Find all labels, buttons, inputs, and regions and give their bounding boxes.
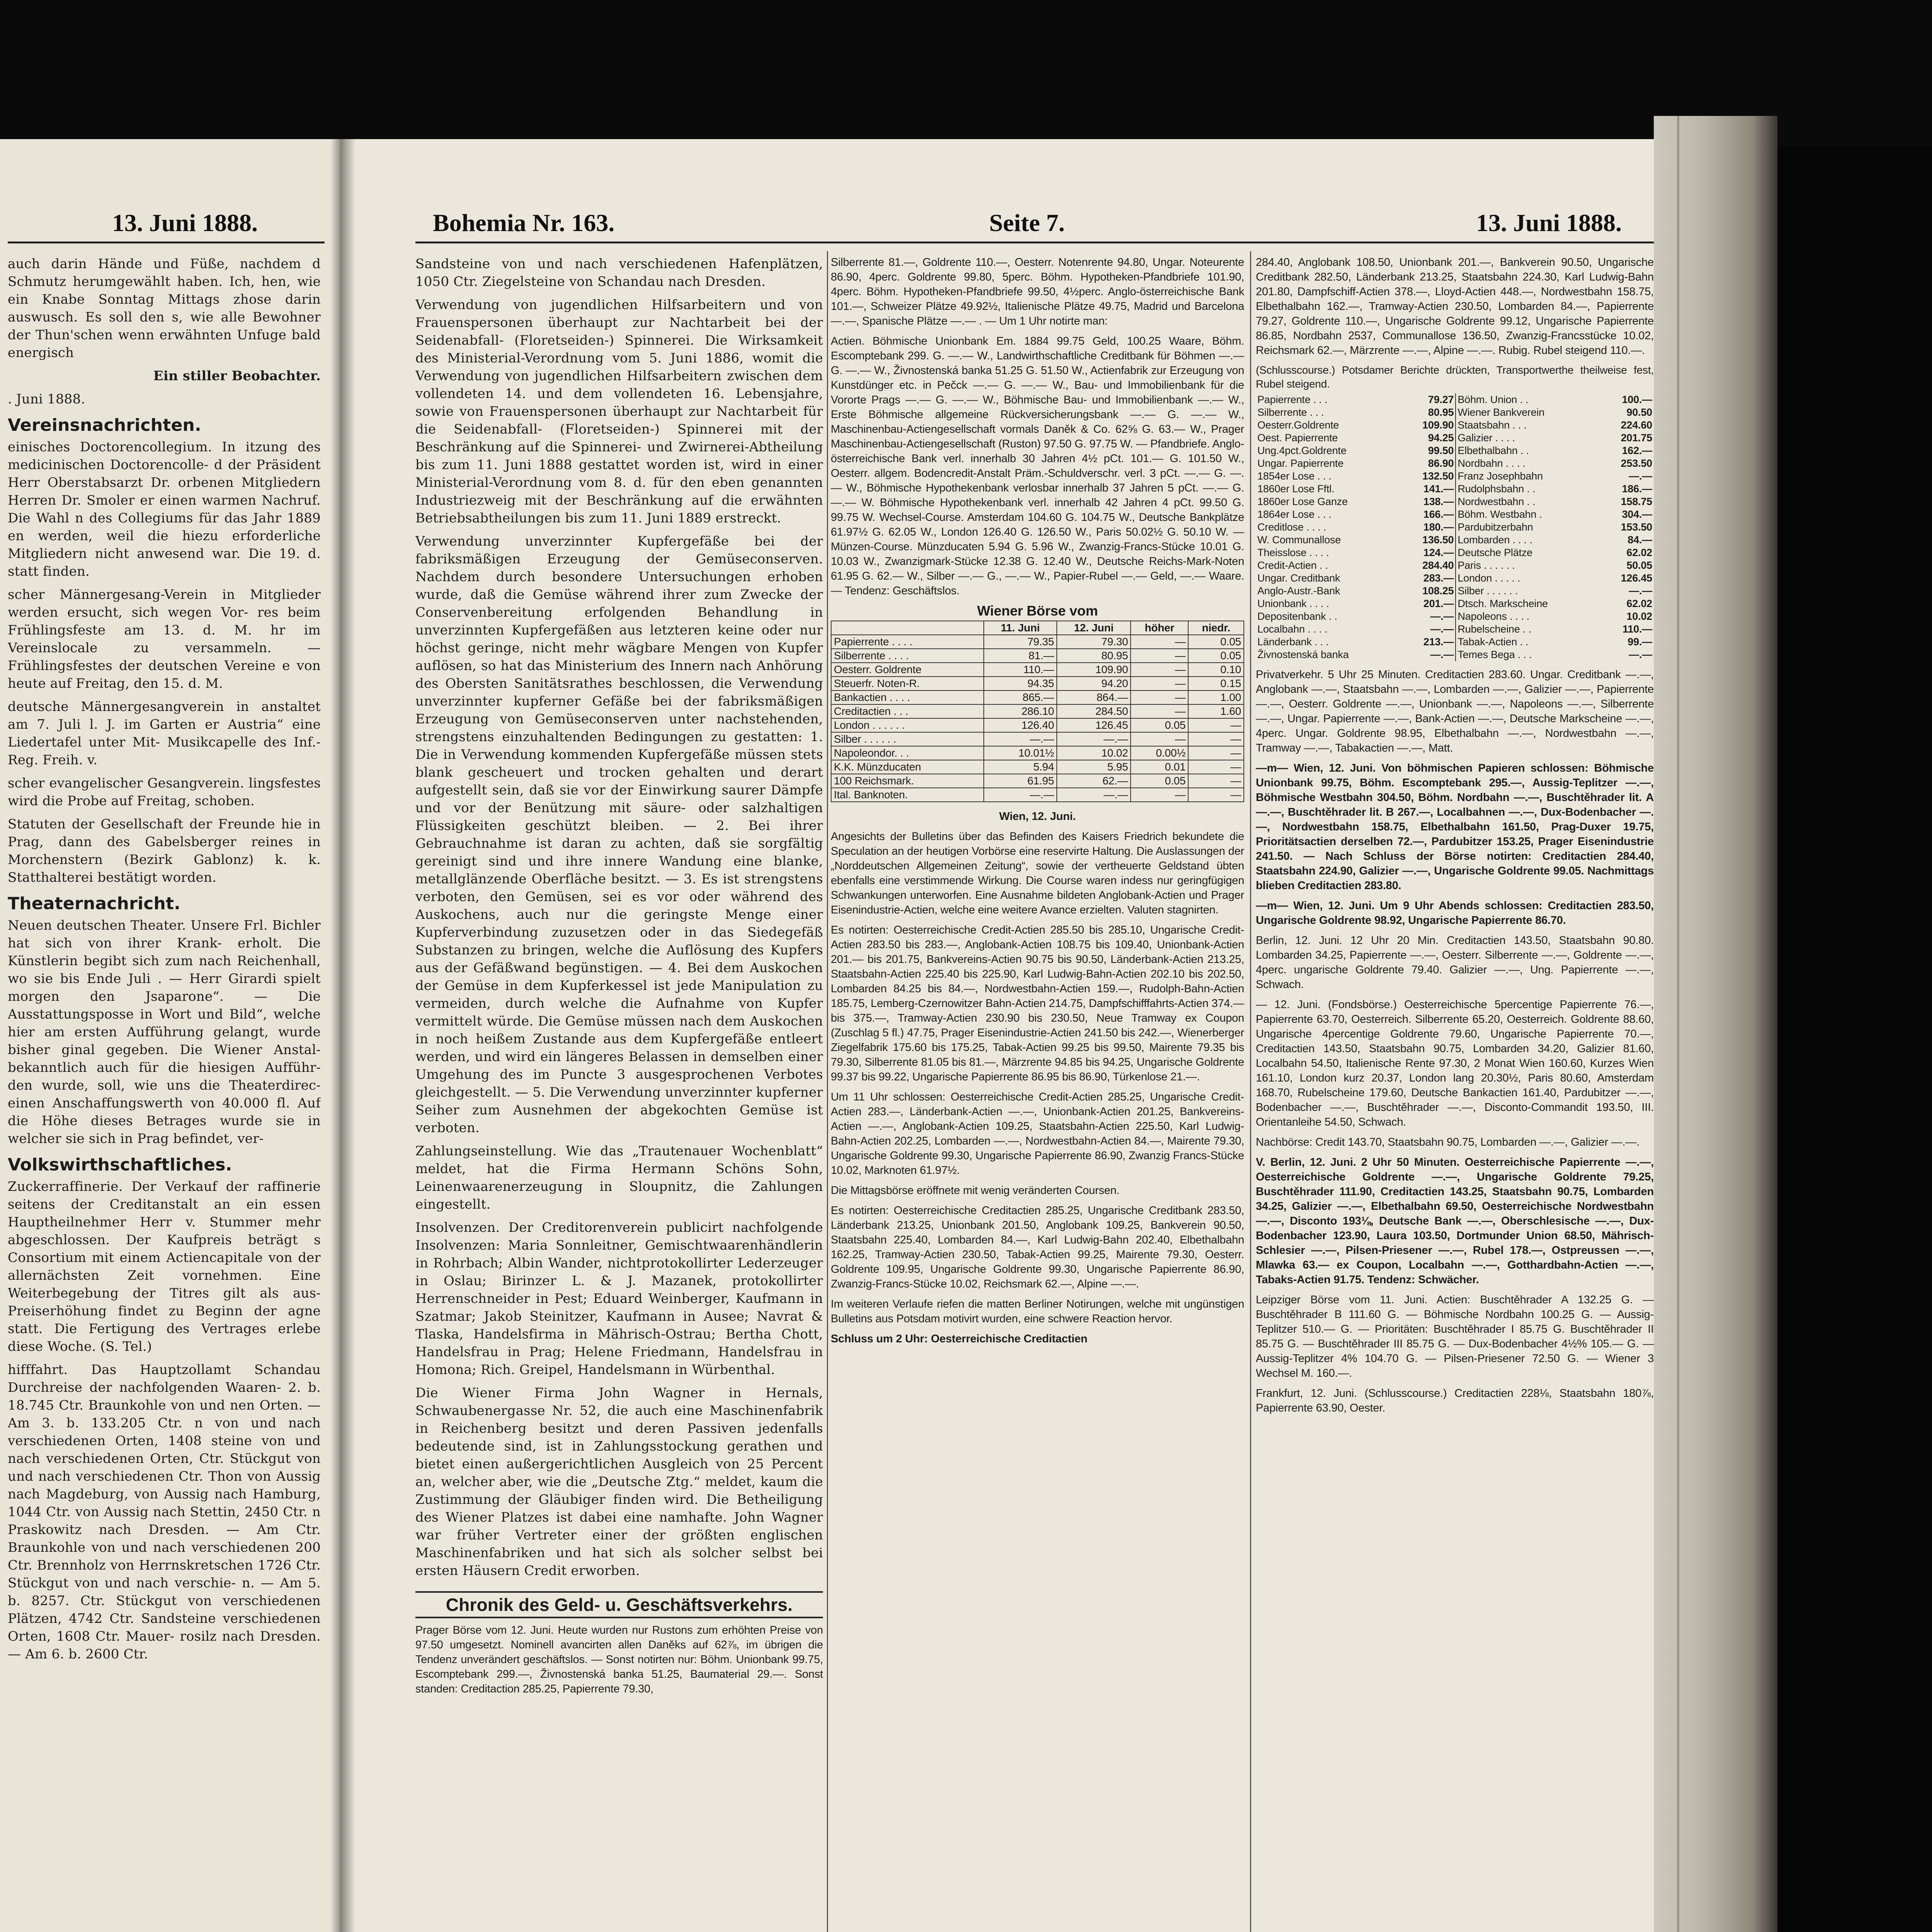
left-paragraph: scher evangelischer Gesangverein. lingsfestes wird die Probe auf Freitag, schoben. [8, 776, 321, 809]
column-header: höher [1131, 621, 1188, 635]
security-name-cell: 100 Reichsmark. [831, 774, 984, 788]
market-paragraph: —m— Wien, 12. Juni. Von böhmischen Papieren schlossen: Böhmische Unionbank 99.75, Böhm. Escomptebank 295.—, Aussig-Teplitzer —.—, Böhmische Westbahn 304.50, Böhm. Nordbahn —.—, Buschtěhrader lit. A —.—, Buschtěhrader lit. B 267.—, Localbahnen —.—, Dux-Bodenbacher —.—, Nordwestbahn 158.75, Elbethalbahn 161.50, Prag-Duxer 19.75, Prioritätsactien derselben 72.—, Pardubitzer 153.25, Prager Eisenindustrie 241.50. — Nach Schluss der Börse notirten: Creditactien 284.40, Staatsbahn 224.90, Galizier —.—, Ungarische Goldrente 99.05. Nachmittags blieben Creditactien 283.80. [1256, 762, 1654, 892]
table-row [1256, 419, 1654, 432]
left-paragraph: hifffahrt. Das Hauptzollamt Schandau Durchreise der nachfolgenden Waaren- 2. b. 18.745 Ctr. Braunkohle von und nen Orten. — Am 3. b. 133.205 Ctr. n von und nach verschiedenen Orten, 1408 steine von und nach verschiedenen Orten, Ctr. Stückgut von und nach verschiedenen Ctr. Thon von Aussig nach Magdeburg, von Aussig nach Hamburg, 1044 Ctr. von Aussig nach Stettin, 2450 Ctr. n Praskowitz nach Dresden. — Am Ctr. Braunkohle von und nach verschiedenen 200 Ctr. Brennholz von Herrnskretschen 1726 Ctr. Stückgut von und nach verschie- n. — Am 5. b. 8257. Ctr. Stückgut von verschiedenen Plätzen, 4742 Ctr. Sandsteine verschiedenen Orten, 1608 Ctr. Mauer- rosilz nach Dresden. — Am 6. b. 2600 Ctr. [8, 1362, 321, 1662]
value-cell: —.— [1057, 788, 1131, 802]
value-cell: 166.— [1423, 509, 1454, 520]
left-dateline: . Juni 1888. [8, 391, 85, 407]
market-paragraph: Schluss um 2 Uhr: Oesterreichische Creditactien [831, 1333, 1088, 1345]
security-name-cell: Napoleondor. . . [831, 746, 984, 760]
value-cell: 253.50 [1621, 457, 1652, 469]
value-cell: 162.— [1622, 445, 1652, 456]
value-cell: 0.01 [1131, 760, 1188, 774]
column-header: niedr. [1188, 621, 1244, 635]
security-name-cell: Deutsche Plätze [1456, 546, 1600, 559]
value-cell: 61.95 [984, 774, 1057, 788]
value-cell: 108.25 [1422, 585, 1454, 597]
page-gutter-shadow [340, 139, 355, 1932]
security-name-cell: Nordwestbahn . . [1456, 495, 1600, 508]
table-row [831, 649, 1244, 663]
value-cell: 201.— [1423, 598, 1454, 609]
security-name-cell: London . . . . . [1456, 572, 1600, 585]
value-cell: 110.— [1622, 623, 1652, 635]
market-paragraph: —m— Wien, 12. Juni. Um 9 Uhr Abends schlossen: Creditactien 283.50, Ungarische Goldrente 98.92, Ungarische Papierrente 86.70. [1256, 900, 1654, 927]
left-page-column [8, 255, 321, 1932]
security-name-cell: Nordbahn . . . . [1456, 457, 1600, 470]
column-2 [831, 255, 1244, 1932]
page-stack-edge [1654, 116, 1777, 1932]
security-name-cell: Silber . . . . . . [831, 732, 984, 746]
security-name-cell: Wiener Bankverein [1456, 406, 1600, 419]
table-row [1256, 559, 1654, 572]
value-cell: —.— [1430, 623, 1454, 635]
table-row [831, 635, 1244, 649]
wiener-boerse-title: Wiener Börse vom [977, 603, 1098, 619]
value-cell: 213.— [1423, 636, 1454, 648]
value-cell: 94.25 [1428, 432, 1454, 444]
market-paragraph: Berlin, 12. Juni. 12 Uhr 20 Min. Creditactien 143.50, Staatsbahn 90.80. Lombarden 34.25, Papierrente —.—, Oesterr. Silberrente —.—, Goldrente —.—, 4perc. ungarische Goldrente 79.40. Galizier —.—, Ung. Papierrente —.—, Schwach. [1256, 934, 1654, 991]
value-cell: 110.— [984, 663, 1057, 677]
value-cell: 126.45 [1621, 572, 1652, 584]
left-paragraph: auch darin Hände und Füße, nachdem d Schmutz herumgewählt haben. Ich, hen, wie ein Knabe Sonntag Mittags zhose darin auswusch. Es soll den s, wie alle Bewohner der Thun'schen wenn erwähnten Unfuge bald energisch [8, 256, 321, 361]
market-paragraph: Silberrente 81.—, Goldrente 110.—, Oesterr. Notenrente 94.80, Ungar. Noteurente 86.90, 4perc. Goldrente 99.80, 5perc. Böhm. Hypotheken-Pfandbriefe 101.90, 4perc. Böhm. Hypotheken-Pfandbriefe 99.50, 4½perc. Anglo-österreichische Bank 101.—, Schweizer Plätze 49.92½, Italienische Plätze 49.75, Madrid und Barcelona —.—, Spanische Plätze —.— . — Um 1 Uhr notirte man: [831, 256, 1244, 327]
value-cell: 100.— [1622, 394, 1652, 405]
value-cell: — [1188, 746, 1244, 760]
table-row [1256, 406, 1654, 419]
value-cell: 153.50 [1621, 521, 1652, 533]
table-row [831, 677, 1244, 690]
market-paragraph: Frankfurt, 12. Juni. (Schlusscourse.) Creditactien 228⅛, Staatsbahn 180⅞, Papierrente 63.90, Oester. [1256, 1387, 1654, 1414]
table-row [1256, 470, 1654, 483]
security-name-cell: Napoleons . . . . [1456, 610, 1600, 623]
value-cell: 5.94 [984, 760, 1057, 774]
security-name-cell: K.K. Münzducaten [831, 760, 984, 774]
value-cell: 62.02 [1626, 547, 1652, 558]
value-cell: — [1131, 704, 1188, 718]
left-signature: Ein stiller Beobachter. [153, 368, 321, 384]
value-cell: — [1188, 760, 1244, 774]
value-cell: 109.90 [1422, 419, 1454, 431]
value-cell: 79.27 [1428, 394, 1454, 405]
value-cell: — [1131, 649, 1188, 663]
security-name-cell: Pardubitzerbahn [1456, 521, 1600, 534]
value-cell: 865.— [984, 690, 1057, 704]
left-header-rule [8, 242, 325, 243]
left-paragraph: einisches Doctorencollegium. In itzung des medicinischen Doctorencolle- d der Präsident Herr Oberstabsarzt Dr. orbenen Mitgliedern Herren Dr. Smoler er einen warmen Nachruf. Die Wahl n des Collegiums für das Jahr 1889 en werden, weil die hiezu erforderliche Mitgliedern nicht anwesend war. Die 19. d. statt finden. [8, 439, 321, 579]
value-cell: 283.— [1423, 572, 1454, 584]
security-name-cell: Länderbank . . . [1257, 636, 1329, 648]
schlusscourse-rows [1256, 393, 1654, 661]
schlusscourse-table [1256, 393, 1654, 661]
value-cell: 186.— [1622, 483, 1652, 495]
value-cell: 10.02 [1057, 746, 1131, 760]
security-name-cell: Franz Josephbahn [1456, 470, 1600, 483]
value-cell: 50.05 [1626, 560, 1652, 571]
value-cell: 1.60 [1188, 704, 1244, 718]
table-row [1256, 572, 1654, 585]
security-name-cell: Dtsch. Markscheine [1456, 597, 1600, 610]
table-row [1256, 495, 1654, 508]
value-cell: 284.50 [1057, 704, 1131, 718]
security-name-cell: Galizier . . . . [1456, 432, 1600, 444]
security-name-cell: Ital. Banknoten. [831, 788, 984, 802]
value-cell: 0.05 [1188, 649, 1244, 663]
market-paragraph: Um 11 Uhr schlossen: Oesterreichische Credit-Actien 285.25, Ungarische Credit-Actien 283.—, Länderbank-Actien —.—, Unionbank-Actien 201.25, Bankvereins-Actien —.—, Anglobank-Actien 109.25, Staatsbahn-Actien 225.50, Karl Ludwig-Bahn-Actien 202.25, Lombarden —.—, Nordwestbahn-Actien 84.—, Mairente 79.30, Ungarische Goldrente 99.30, Ungarische Papierrente 86.90, Zwanzig Francs-Stücke 10.02, Marknoten 61.97½. [831, 1091, 1244, 1177]
value-cell: — [1131, 690, 1188, 704]
dateline: Wien, 12. Juni. [999, 810, 1076, 823]
value-cell: 304.— [1622, 509, 1652, 520]
value-cell: — [1131, 788, 1188, 802]
value-cell: 0.05 [1131, 718, 1188, 732]
market-paragraph: Die Mittagsbörse eröffnete mit wenig veränderten Coursen. [831, 1184, 1120, 1197]
security-name-cell: Papierrente . . . . [831, 635, 984, 649]
value-cell: — [1188, 788, 1244, 802]
security-name-cell: Rudolphsbahn . . [1456, 483, 1600, 495]
table-row [831, 788, 1244, 802]
column-header: 12. Juni [1057, 621, 1131, 635]
security-name-cell: Elbethalbahn . . [1456, 444, 1600, 457]
security-name-cell: Rubelscheine . . [1456, 623, 1600, 636]
column-separator [1250, 251, 1251, 1932]
market-paragraph: Actien. Böhmische Unionbank Em. 1884 99.75 Geld, 100.25 Waare, Böhm. Escomptebank 299. G. —.— W., Landwirthschaftliche Creditbank für Böhmen —.— G. —.— W., Živnostenská banka 51.25 G. 51.50 W., Actienfabrik zur Erzeugung von Kunstdünger etc. in Pečck —.— G. —.— W., Bau- und Immobilienbank für die Vororte Prags —.— G. —.— W., Böhmische Bau- und Immobilienbank —.— W., Erste Böhmische allgemeine Rückversicherungsbank —.— G. —.— W., Maschinenbau-Actiengesellschaft vormals Daněk & Co. 62⅝ G. 63.— W., Prager Maschinenbau-Actiengesellschaft (Ruston) 97.50 G. 97.75 W. — Pfandbriefe. Anglo-österreichische Bank verl. innerhalb 30 Jahren 4½ pCt. 101.— G. 101.50 W., Oesterr. allgem. Bodencredit-Anstalt Präm.-Schuldverschr. verl. 3 pCt. —.— G. —.— W., Böhmische Hypothekenbank verlosbar innerhalb 37 Jahren 5 pCt. —.— G. —.— W. Böhmische Hypothekenbank verl. innerhalb 42 Jahren 4 pCt. 99.50 G. 99.75 W. Wechsel-Course. Amsterdam 104.60 G. 104.75 W., Deutsche Bankplätze 61.97½ G. 62.05 W., London 126.40 G. 126.50 W., Paris 50.02½ G. 50.10 W. — Münzen-Course. Münzducaten 5.94 G. 5.96 W., Zwanzig-Francs-Stücke 10.01 G. 10.03 W., Zwanzigmark-Stücke 12.38 G. 12.40 W., Deutsche Reichs-Mark-Noten 61.95 G. 62.— W., Silber —.— G., —.— W., Papier-Rubel —.— Geld, —.— Waare. — Tendenz: Geschäftslos. [831, 335, 1244, 597]
security-name-cell: Unionbank . . . . [1257, 598, 1329, 609]
value-cell: —.— [1057, 732, 1131, 746]
security-name-cell: W. Communallose [1257, 534, 1341, 546]
security-name-cell: Bankactien . . . . [831, 690, 984, 704]
market-paragraph: Es notirten: Oesterreichische Creditactien 285.25, Ungarische Creditbank 283.50, Länderbank 213.25, Unionbank 201.50, Anglobank 109.25, Bankverein 90.50, Staatsbahn 225.40, Lombarden 84.—, Karl Ludwig-Bahn 202.40, Elbethalbahn 162.25, Tramway-Actien 230.50, Tabak-Actien 99.25, Mairente 79.30, Oesterr. Goldrente 109.95, Ungarische Goldrente 99.30, Ungarische Papierrente 86.90, Zwanzig-Francs-Stücke 10.02, Reichsmark 62.—, Alpine —.—. [831, 1204, 1244, 1290]
value-cell: —.— [1629, 470, 1652, 482]
security-name-cell: Böhm. Union . . [1456, 393, 1600, 406]
security-name-cell: Credit-Actien . . [1257, 560, 1328, 571]
market-paragraph: — 12. Juni. (Fondsbörse.) Oesterreichische 5percentige Papierrente 76.—, Papierrente 63.70, Oesterreich. Silberrente 65.20, Oesterreich. Goldrente 88.60, Ungarische 4percentige Goldrente 79.60, Ungarische Papierrente 70.—, Creditactien 143.50, Staatsbahn 90.75, Lombarden 34.20, Galizier 81.60, Localbahn 54.50, Italienische Rente 97.30, 2 Monat Wien 160.60, Kurzes Wien 161.10, London kurz 20.37, London lang 20.30½, Paris 80.60, Amsterdam 168.70, Rubelscheine 179.60, Deutsche Bankactien 161.40, Pardubitzer —.—, Bodenbacher —.—, Buschtěhrader —.—, Disconto-Commandit 193.50, III. Orientanleihe 54.50, Schwach. [1256, 998, 1654, 1128]
table-row [1256, 648, 1654, 661]
security-name-cell: Ung.4pct.Goldrente [1257, 445, 1347, 456]
table-row [1256, 546, 1654, 559]
value-cell: 0.15 [1188, 677, 1244, 690]
table-row [831, 704, 1244, 718]
table-row [1256, 610, 1654, 623]
value-cell: 109.90 [1057, 663, 1131, 677]
value-cell: — [1188, 774, 1244, 788]
value-cell: — [1188, 718, 1244, 732]
value-cell: 158.75 [1621, 496, 1652, 507]
market-paragraph: Nachbörse: Credit 143.70, Staatsbahn 90.75, Lombarden —.—, Galizier —.—. [1256, 1136, 1640, 1148]
market-paragraph: Es notirten: Oesterreichische Credit-Actien 285.50 bis 285.10, Ungarische Credit-Actien 283.50 bis 283.—, Anglobank-Actien 108.75 bis 109.40, Unionbank-Actien 201.— bis 201.75, Bankvereins-Actien 90.75 bis 90.50, Länderbank-Actien 213.25, Staatsbahn-Actien 225.40 bis 225.90, Karl Ludwig-Bahn-Actien 202.10 bis 202.50, Lombarden 84.25 bis 84.—, Nordwestbahn-Actien 159.—, Rudolph-Bahn-Actien 185.75, Lemberg-Czernowitzer Bahn-Actien 214.75, Dampfschifffahrts-Actien 374.— bis 375.—, Tramway-Actien 230.90 bis 230.50, Neue Tramway ex Coupon (Zuschlag 5 fl.) 47.75, Prager Eisenindustrie-Actien 241.50 bis 242.—, Wienerberger Ziegelfabrik 175.60 bis 175.25, Tabak-Actien 99.25 bis 99.50, Mairente 79.35 bis 79.30, Silberrente 81.05 bis 81.—, Märzrente 94.85 bis 94.25, Ungarische Goldrente 99.37 bis 99.22, Ungarische Papierrente 86.95 bis 86.90, Türkenlose 21.—. [831, 924, 1244, 1083]
value-cell: 94.20 [1057, 677, 1131, 690]
left-paragraph: deutsche Männergesangverein in anstaltet am 7. Juli l. J. im Garten er Austria“ eine Liedertafel unter Mit- Musikcapelle des Inf.-Reg. Freih. v. [8, 699, 321, 768]
value-cell: 138.— [1423, 496, 1454, 507]
column-header: 11. Juni [984, 621, 1057, 635]
column-header [831, 621, 984, 635]
value-cell: 124.— [1423, 547, 1454, 558]
table-row [831, 760, 1244, 774]
value-cell: 10.02 [1626, 611, 1652, 622]
value-cell: 80.95 [1428, 406, 1454, 418]
security-name-cell: Ungar. Creditbank [1257, 572, 1340, 584]
left-paragraph: Neuen deutschen Theater. Unsere Frl. Bichler hat sich von ihrer Krank- erholt. Die Künstlerin begibt sich zum nach Reichenhall, wo sie bis Ende Juli . — Herr Girardi spielt morgen den Jsaparone“. — Die Ausstattungsposse in Wort und Bild“, welche hier am ersten Aufführung gelangt, wurde bisher ginal gegeben. Die Wiener Anstal- bekanntlich auch für die hiesigen Aufführ- den wurde, soll, wie uns die Theaterdirec- einen Anschaffungswerth von 40.000 fl. Auf die Höhe dieses Betrages wurde sie in welcher sie sich in Prag befindet, ver- [8, 918, 321, 1146]
table-row [831, 690, 1244, 704]
article-paragraph: Zahlungseinstellung. Wie das „Trautenauer Wochenblatt“ meldet, hat die Firma Hermann Schöns Sohn, Leinenwaarenerzeugung in Sloupnitz, die Zahlungen eingestellt. [415, 1143, 823, 1212]
value-cell: 94.35 [984, 677, 1057, 690]
column-separator [827, 251, 828, 1932]
left-section-heading: Theaternachricht. [8, 894, 181, 913]
security-name-cell: Silberrente . . . . [831, 649, 984, 663]
security-name-cell: 1860er Lose Fftl. [1257, 483, 1335, 495]
security-name-cell: Papierrente . . . [1257, 394, 1328, 405]
value-cell: 0.05 [1188, 635, 1244, 649]
market-paragraph: Leipziger Börse vom 11. Juni. Actien: Buschtěhrader A 132.25 G. — Buschtěhrader B 111.60 G. — Böhmische Nordbahn 100.25 G. — Aussig-Teplitzer 510.— G. — Prioritäten: Buschtěhrader I 85.75 G. Buschtěhrader II 85.75 G. — Buschtěhrader III 85.75 G. — Dux-Bodenbacher 4½% 105.— G. — Aussig-Teplitzer 4% 104.70 G. — Pilsen-Priesener 72.50 G. — Wiener 3 Wechsel M. 160.—. [1256, 1294, 1654, 1379]
table-row [1256, 457, 1654, 470]
value-cell: 86.90 [1428, 457, 1454, 469]
left-section-heading: Vereinsnachrichten. [8, 415, 201, 435]
table-row [1256, 483, 1654, 495]
table-row [1256, 534, 1654, 546]
article-paragraph: Insolvenzen. Der Creditorenverein publicirt nachfolgende Insolvenzen: Maria Sonnleitner, Gemischtwaarenhändlerin in Rohrbach; Albin Wander, nichtprotokollirter Lederzeuger in Oslau; Birinzer L. & J. Mazanek, protokollirter Herrenschneider in Pest; Eduard Weinberger, Kaufmann in Szatmar; Jakob Steinitzer, Kaufmann in Ausee; Navrat & Tlaska, Handelsfirma in Mährisch-Ostrau; Bertha Chott, Handelsfrau in Prag; Helene Friedmann, Handelsfrau in Homona; Rich. Greipel, Handelsmann in Würbenthal. [415, 1220, 823, 1378]
market-paragraph: V. Berlin, 12. Juni. 2 Uhr 50 Minuten. Oesterreichische Papierrente —.—, Oesterreichische Goldrente —.—, Ungarische Goldrente 79.25, Buschtěhrader 111.90, Creditactien 143.25, Staatsbahn 90.75, Lombarden 34.25, Galizier —.—, Elbethalbahn 69.50, Oesterreichische Nordwestbahn —.—, Disconto 193⅛, Deutsche Bank —.—, Oberschlesische —.—, Dux-Bodenbacher 123.90, Laura 103.50, Dortmunder Union 68.50, Mährisch-Schlesier —.—, Pilsen-Priesener —.—, Rubel 178.—, Ostpreussen —.—, Mlawka 63.— ex Coupon, Localbahn —.—, Gotthardbahn-Actien —.—, Tabaks-Actien 91.75. Tendenz: Schwächer. [1256, 1156, 1654, 1286]
table-row [1256, 623, 1654, 636]
schlusscourse-intro: (Schlusscourse.) Potsdamer Berichte drückten, Transportwerthe theilweise fest, Rubel steigend. [1256, 364, 1654, 390]
security-name-cell: Creditlose . . . . [1257, 521, 1326, 533]
value-cell: 5.95 [1057, 760, 1131, 774]
value-cell: —.— [1430, 611, 1454, 622]
value-cell: 62.02 [1626, 598, 1652, 609]
market-paragraph: Angesichts der Bulletins über das Befinden des Kaisers Friedrich bekundete die Speculation an der heutigen Vorbörse eine reservirte Haltung. Die Auslassungen der „Norddeutschen Allgemeinen Zeitung“, sowie der vertheuerte Geldstand übten ebenfalls eine verstimmende Wirkung. Die Course waren indess nur geringfügigen Schwankungen unterworfen. Eine Ausnahme bildeten Anglobank-Actien und Prager Eisenindustrie-Actien, welche eine weitere Avance erzielten. Valuten stagnirten. [831, 830, 1244, 916]
left-paragraph: scher Männergesang-Verein in Mitglieder werden ersucht, sich wegen Vor- res beim Frühlingsfeste am 13. d. M. hr im Vereinslocale zu versammeln. — Frühlingsfestes der deutschen Vereine e von heute auf Freitag, den 15. d. M. [8, 587, 321, 691]
table-row [1256, 508, 1654, 521]
security-name-cell: Temes Bega . . . [1456, 648, 1600, 661]
security-name-cell: Ungar. Papierrente [1257, 457, 1344, 469]
value-cell: — [1131, 663, 1188, 677]
article-paragraph: Die Wiener Firma John Wagner in Hernals, Schwaubenergasse Nr. 52, die auch eine Maschinenfabrik in Reichenberg besitzt und deren Passiven jedenfalls bedeutende sind, ist in Zahlungsstockung gerathen und bietet einen außergerichtlichen Ausgleich von 25 Percent an, welcher aber, wie die „Deutsche Ztg.“ meldet, kaum die Zustimmung der Gläubiger finden wird. Die Betheiligung des Wiener Platzes ist dabei eine namhafte. John Wagner war früher Vertreter einer der größten englischen Maschinenfabriken und hat sich als solcher selbst bei ersten Häusern Credit erworben. [415, 1385, 823, 1578]
value-cell: 201.75 [1621, 432, 1652, 444]
article-paragraph: Verwendung unverzinnter Kupfergefäße bei der fabriksmäßigen Erzeugung der Gemüseconserven. Nachdem durch besondere Untersuchungen erhoben wurde, daß die Gemüse während ihrer zum Zwecke der Conservenbereitung erfolgenden Behandlung in unverzinnten Kupfergefäßen aus letzteren keine oder nur höchst geringe, nicht mehr wägbare Mengen von Kupfer auflösen, so hat das Ministerium des Innern nach Anhörung des Obersten Sanitätsrathes beschlossen, die Verwendung unverzinnter kupferner Gefäße bei der fabriksmäßigen Erzeugung von Gemüseconserven unter nachstehenden, strengstens einzuhaltenden Bedingungen zu gestatten: 1. Die in Verwendung kommenden Kupfergefäße müssen stets blank gescheuert und trocken gehalten und derart aufgestellt sein, daß sie vor der Einwirkung saurer Dämpfe und vor der Benützung mit säure- oder salzhaltigen Flüssigkeiten geschützt bleiben. — 2. Bei ihrer Gebrauchnahme ist daran zu achten, daß sie sorgfältig gereinigt sind und ihre innere Wandung eine blanke, metallglänzende Oberfläche besitzt. — 3. Es ist strengstens verboten, den Gemüsen, sei es vor oder während des Auskochens, auch nur die geringste Menge einer Kupferverbindung zuzusetzen oder in das Siedegefäß Substanzen zu bringen, welche die Auflösung des Kupfers aus der Gefäßwand begünstigen. — 4. Bei dem Auskochen der Gemüse in dem Kupferkessel ist jede Manipulation zu vermeiden, durch welche die Aufnahme von Kupfer vermittelt würde. Die Gemüse müssen nach dem Auskochen in noch heißem Zustande aus dem Kupfergefäße entleert werden, und wird ein längeres Belassen in demselben einer Umgehung des im Puncte 3 ausgesprochenen Verbotes gleichgestellt. — 5. Die Verwendung unverzinnter kupferner Seiher zum Ausnehmen der abgekochten Gemüse ist verboten. [415, 534, 823, 1136]
value-cell: 79.35 [984, 635, 1057, 649]
table-row [831, 732, 1244, 746]
value-cell: 224.60 [1621, 419, 1652, 431]
value-cell: — [1188, 732, 1244, 746]
security-name-cell: Staatsbahn . . . [1456, 419, 1600, 432]
value-cell: — [1131, 732, 1188, 746]
value-cell: 0.05 [1131, 774, 1188, 788]
binding-shadow [0, 0, 1932, 147]
value-cell: 180.— [1423, 521, 1454, 533]
security-name-cell: Lombarden . . . . [1456, 534, 1600, 546]
security-name-cell: Oest. Papierrente [1257, 432, 1338, 444]
table-row [1256, 521, 1654, 534]
value-cell: — [1131, 677, 1188, 690]
value-cell: 80.95 [1057, 649, 1131, 663]
article-paragraph: Prager Börse vom 12. Juni. Heute wurden nur Rustons zum erhöhten Preise von 97.50 umgesetzt. Nominell avancirten allen Daněks auf 62⅞, im übrigen die Tendenz unverändert geschäftslos. — Sonst notirten nur: Böhm. Unionbank 99.75, Escomptebank 299.—, Živnostenská banka 51.25, Baumaterial 29.—. Sonst standen: Creditaction 285.25, Papierrente 79.30, [415, 1624, 823, 1695]
left-section-heading: Volkswirthschaftliches. [8, 1155, 232, 1175]
value-cell: —.— [1629, 585, 1652, 597]
table-row [831, 663, 1244, 677]
value-cell: 10.01½ [984, 746, 1057, 760]
value-cell: 126.40 [984, 718, 1057, 732]
page-header-date: 13. Juni 1888. [1476, 209, 1622, 236]
value-cell: 286.10 [984, 704, 1057, 718]
security-name-cell: London . . . . . . [831, 718, 984, 732]
table-row [1256, 393, 1654, 406]
security-name-cell: Localbahn . . . . [1257, 623, 1328, 635]
value-cell: 132.50 [1422, 470, 1454, 482]
value-cell: 0.00½ [1131, 746, 1188, 760]
value-cell: 1.00 [1188, 690, 1244, 704]
security-name-cell: 1854er Lose . . . [1257, 470, 1332, 482]
value-cell: 0.10 [1188, 663, 1244, 677]
value-cell: 864.— [1057, 690, 1131, 704]
value-cell: —.— [984, 788, 1057, 802]
left-page-date: 13. Juni 1888. [112, 209, 258, 236]
security-name-cell: Živnostenská banka [1257, 649, 1349, 660]
security-name-cell: Silberrente . . . [1257, 406, 1324, 418]
table-row [831, 746, 1244, 760]
market-paragraph: Privatverkehr. 5 Uhr 25 Minuten. Creditactien 283.60. Ungar. Creditbank —.—, Anglobank —.—, Staatsbahn —.—, Lombarden —.—, Galizier —.—, Papierrente —.—, Oesterr. Goldrente —.—, Unionbank —.—, Napoleons —.—, Silberrente —.—, Ungar. Papierrente —.—, Bank-Actien —.—, Deutsche Markscheine —.—, 4perc. Ungar. Goldrente 98.95, Elbethalbahn —.—, Nordwestbahn —.—, Tramway —.—, Tabakactien —.—, Matt. [1256, 668, 1654, 754]
column-1 [415, 255, 823, 1932]
market-paragraph: 284.40, Anglobank 108.50, Unionbank 201.—, Bankverein 90.50, Ungarische Creditbank 282.50, Länderbank 213.25, Staatsbahn 224.30, Karl Ludwig-Bahn 201.80, Dampfschiff-Actien 378.—, Lloyd-Actien 448.—, Nordwestbahn 158.75, Elbethalbahn 162.—, Tramway-Actien 230.50, Lombarden 84.—, Papierrente 79.27, Goldrente 110.—, Ungarische Goldrente 99.12, Ungarische Papierrente 86.85, Nordbahn 2537, Communallose 136.50, Zwanzig-Francsstücke 10.02, Reichsmark 62.—, Märzrente —.—, Alpine —.—. Rubig. Rubel steigend 110.—. [1256, 256, 1654, 357]
security-name-cell: 1860er Lose Ganze [1257, 496, 1348, 507]
page-gutter-shadow [331, 139, 340, 1932]
table-header-row [831, 621, 1244, 635]
security-name-cell: Creditactien . . . [831, 704, 984, 718]
value-cell: 136.50 [1422, 534, 1454, 546]
value-cell: —.— [984, 732, 1057, 746]
value-cell: 81.— [984, 649, 1057, 663]
security-name-cell: Oesterr.Goldrente [1257, 419, 1339, 431]
security-name-cell: Tabak-Actien . . [1456, 636, 1600, 648]
table-row [1256, 597, 1654, 610]
value-cell: 90.50 [1626, 406, 1652, 418]
value-cell: —.— [1629, 649, 1652, 660]
section-heading-chronik: Chronik des Geld- u. Geschäftsverkehrs. [415, 1591, 823, 1618]
security-name-cell: Oesterr. Goldrente [831, 663, 984, 677]
page-header-paper: Bohemia Nr. 163. [433, 209, 615, 236]
wiener-boerse-table [831, 621, 1244, 802]
value-cell: 141.— [1423, 483, 1454, 495]
security-name-cell: Depositenbank . . [1257, 611, 1337, 622]
table-row [1256, 636, 1654, 648]
left-paragraph: Zuckerraffinerie. Der Verkauf der raffinerie seitens der Creditanstalt an ein essen Hauptheilnehmer Herr v. Stummer mehr abgeschlossen. Der Kaufpreis beträgt s Consortium mit einem Actiencapitale von der allernächsten Zeit vornehmen. Eine Weiterbegebung der Titres gilt als aus- Preiserhöhung findet zu Beginn der agne statt. Die Fertigung des Vertrages erlebe diese Woche. (S. Tel.) [8, 1179, 321, 1354]
table-row [1256, 444, 1654, 457]
value-cell: — [1131, 635, 1188, 649]
value-cell: 126.45 [1057, 718, 1131, 732]
table-row [1256, 432, 1654, 444]
left-paragraph: Statuten der Gesellschaft der Freunde hie in Prag, dann des Gabelsberger reines in Morchenstern (Bezirk Gablonz) k. k. Statthalterei bestätigt worden. [8, 816, 321, 885]
security-name-cell: 1864er Lose . . . [1257, 509, 1332, 520]
value-cell: 99.— [1628, 636, 1652, 648]
security-name-cell: Steuerfr. Noten-R. [831, 677, 984, 690]
table-row [1256, 585, 1654, 597]
wiener-boerse-rows [831, 635, 1244, 802]
table-row [831, 718, 1244, 732]
security-name-cell: Böhm. Westbahn . [1456, 508, 1600, 521]
market-paragraph: Im weiteren Verlaufe riefen die matten Berliner Notirungen, welche mit ungünstigen Bulletins aus Potsdam motivirt wurden, eine schwere Reaction hervor. [831, 1298, 1244, 1325]
article-paragraph: Sandsteine von und nach verschiedenen Hafenplätzen, 1050 Ctr. Ziegelsteine von Schandau nach Dresden. [415, 256, 823, 289]
value-cell: 284.40 [1422, 560, 1454, 571]
security-name-cell: Silber . . . . . . [1456, 585, 1600, 597]
value-cell: 62.— [1057, 774, 1131, 788]
value-cell: —.— [1430, 649, 1454, 660]
table-row [831, 774, 1244, 788]
page-header-page-number: Seite 7. [989, 209, 1065, 236]
value-cell: 79.30 [1057, 635, 1131, 649]
header-rule [415, 242, 1654, 243]
column-3 [1256, 255, 1654, 1932]
security-name-cell: Theisslose . . . . [1257, 547, 1329, 558]
security-name-cell: Anglo-Austr.-Bank [1257, 585, 1340, 597]
value-cell: 99.50 [1428, 445, 1454, 456]
security-name-cell: Paris . . . . . . [1456, 559, 1600, 572]
page-crease [1677, 116, 1679, 1932]
article-paragraph: Verwendung von jugendlichen Hilfsarbeitern und von Frauenspersonen überhaupt zur Nachtarbeit bei der Seidenabfall- (Floretseiden-) Spinnerei. Die Wirksamkeit des Ministerial-Verordnung vom 5. Juni 1886, womit die Verwendung von jugendlichen Hilfsarbeitern zwischen dem vollendeten 14. und dem vollendeten 16. Lebensjahre, sowie von Frauenspersonen überhaupt zur Nachtarbeit für die Seidenabfall- (Floretseiden-) Spinnerei mit der Beschränkung auf die Spinnerei- und Zwirnerei-Abtheilung bis zum 11. Juni 1888 gestattet worden ist, wird in einer Ministerial-Verordnung vom 8. d. für den eben genannten Industriezweig mit der Beschränkung auf die erwähnten Betriebsabtheilungen bis zum 11. Juni 1889 erstreckt. [415, 297, 823, 526]
value-cell: 84.— [1628, 534, 1652, 546]
